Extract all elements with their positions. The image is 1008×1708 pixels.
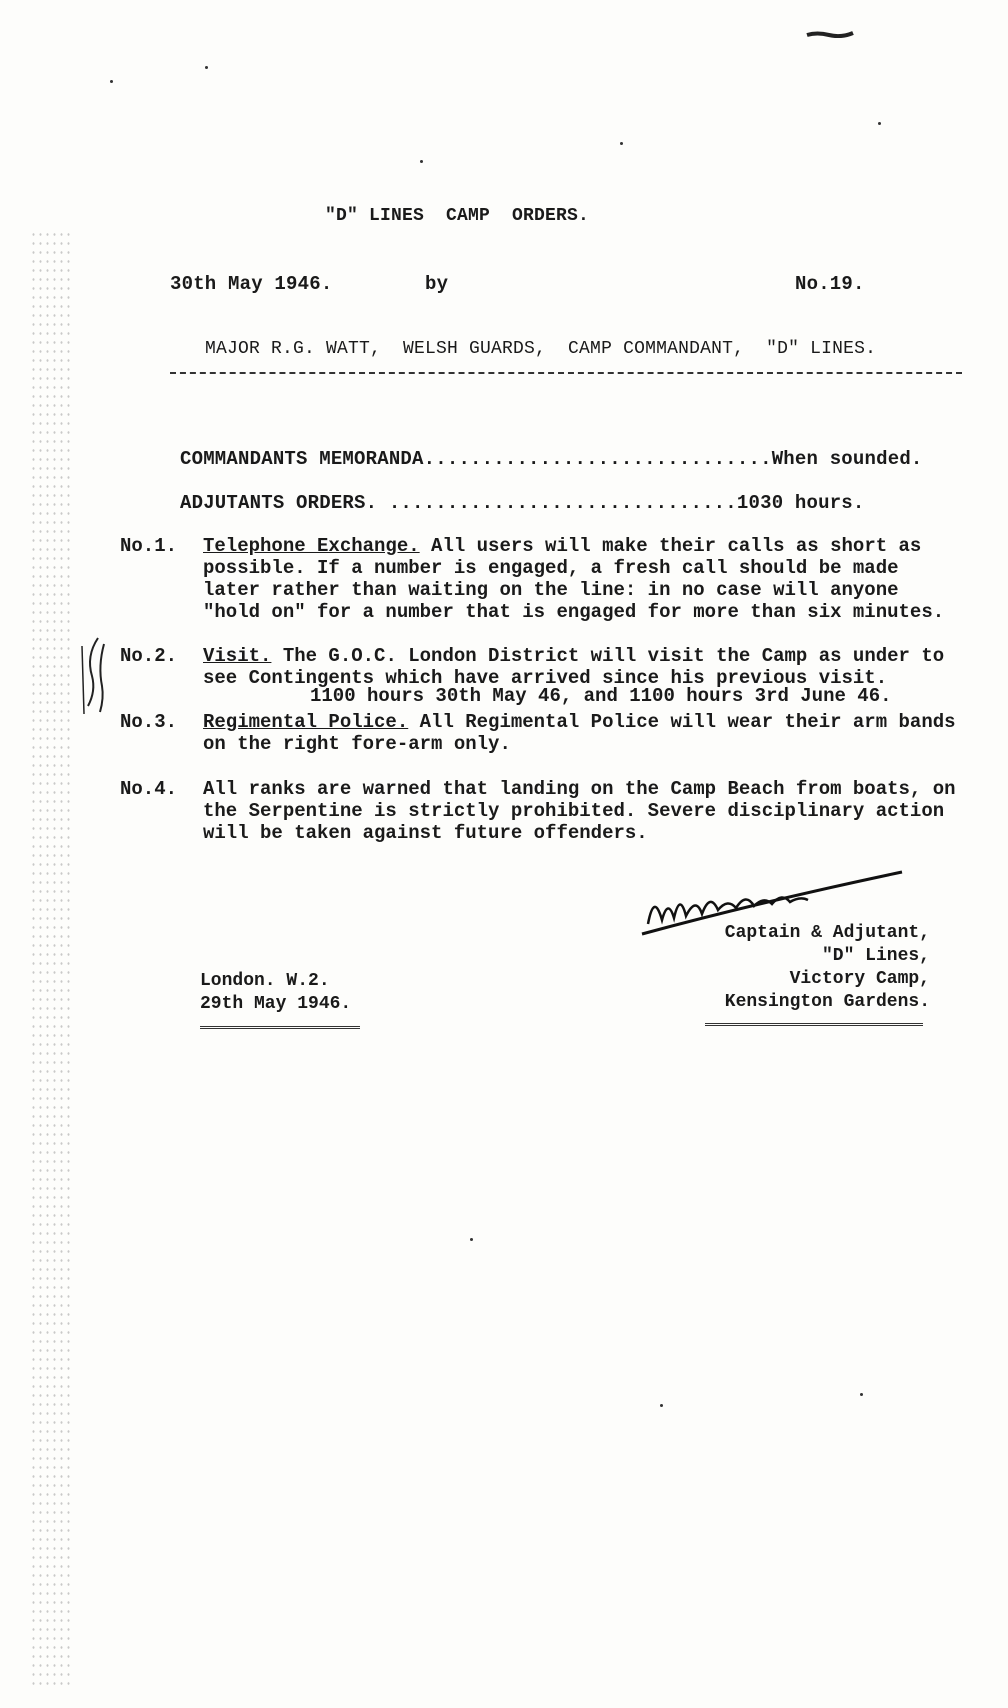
scan-edge-noise (30, 230, 70, 1690)
item-body: All Regimental Police will wear their arm bands on the right fore-arm only. (203, 711, 956, 755)
item-text (203, 645, 963, 689)
place-date-block (200, 970, 351, 1016)
memoranda-schedule: COMMANDANTS MEMORANDA..............................When sounded. (180, 448, 923, 470)
scan-speck (470, 1238, 473, 1241)
item-text (203, 711, 963, 755)
margin-annotation (78, 636, 114, 716)
item-body: The G.O.C. London District will visit the Camp as under to see Contingents which have arrived since his previous visit. (203, 645, 945, 689)
signoff-underline (705, 1023, 923, 1026)
item-body: All ranks are warned that landing on the Camp Beach from boats, on the Serpentine is strictly prohibited. Severe disciplinary action will be taken against future offenders. (203, 778, 956, 844)
item-number: No.4. (120, 778, 178, 800)
order-date: 30th May 1946. (170, 273, 333, 295)
scan-speck (660, 1404, 663, 1407)
scan-speck (620, 142, 623, 145)
item-heading: Telephone Exchange. (203, 535, 420, 557)
item-schedule: 1100 hours 30th May 46, and 1100 hours 3rd June 46. (310, 685, 892, 707)
issuer-line: MAJOR R.G. WATT, WELSH GUARDS, CAMP COMMANDANT, "D" LINES. (205, 339, 877, 359)
scan-speck (420, 160, 423, 163)
scan-speck (205, 66, 208, 69)
dashed-divider (170, 372, 962, 374)
signoff-camp: Victory Camp, (789, 969, 930, 989)
place-line: London. W.2. (200, 971, 330, 991)
page-title: "D" LINES CAMP ORDERS. (325, 206, 590, 226)
signoff-block (640, 922, 930, 1014)
orders-schedule: ADJUTANTS ORDERS. ..............................1030 hours. (180, 492, 865, 514)
scan-speck (110, 80, 113, 83)
place-underline (200, 1026, 360, 1029)
corner-mark (805, 30, 855, 38)
by-label: by (425, 273, 449, 295)
item-number: No.3. (120, 711, 178, 733)
item-text (203, 778, 963, 844)
signoff-unit: "D" Lines, (821, 946, 930, 966)
item-heading: Regimental Police. (203, 711, 409, 733)
item-number: No.2. (120, 645, 178, 667)
signoff-rank: Captain & Adjutant, (724, 923, 930, 943)
scan-speck (878, 122, 881, 125)
item-text (203, 535, 963, 623)
order-number: No.19. (795, 273, 865, 295)
dateline (170, 273, 865, 299)
item-number: No.1. (120, 535, 178, 557)
scan-speck (860, 1393, 863, 1396)
signoff-location: Kensington Gardens. (724, 992, 930, 1012)
issue-date: 29th May 1946. (200, 994, 352, 1014)
item-body: All users will make their calls as short as possible. If a number is engaged, a fresh call should be made later rather than waiting on the line: in no case will anyone "hold on" for a number that is engaged for more than six minutes. (203, 535, 945, 623)
item-heading: Visit. (203, 645, 272, 667)
